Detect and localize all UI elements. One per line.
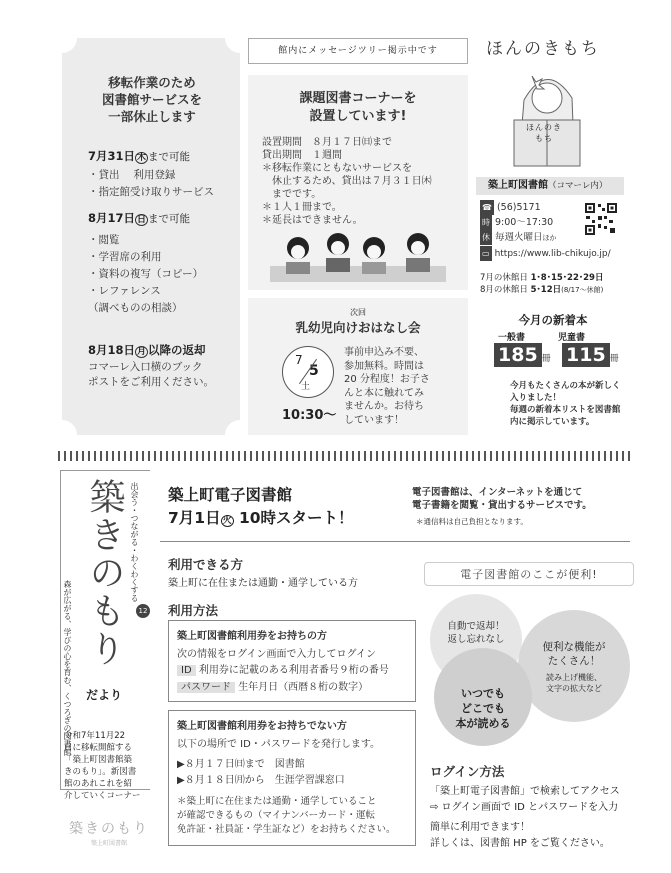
card-holder-heading: 築上町図書館利用券をお持ちの方: [177, 631, 327, 642]
ebook-intro-note: ＊通信料は自己負担となります。: [416, 517, 528, 526]
general-count-group: [494, 344, 551, 366]
notice-title: 移転作業のため 図書館サービスを 一部休止します: [101, 75, 202, 124]
qr-code-icon[interactable]: [584, 202, 618, 236]
notice-day-1: 木: [137, 153, 147, 163]
general-count: 185: [494, 343, 542, 367]
new-books-title: 今月の新着本: [518, 313, 588, 327]
notice-item: ・ 貸出 利用登録: [88, 167, 238, 184]
notice-item: ・ 資料の複写（コピー）: [88, 266, 238, 283]
message-tree-notice: 館内にメッセージツリー掲示中です: [248, 38, 468, 64]
library-sub: （コマーレ内）: [548, 181, 608, 191]
newsletter-catch-1: 出会う・つながる・わくわくする: [130, 482, 139, 602]
library-name: 築上町図書館: [488, 180, 548, 191]
ebook-title: [168, 484, 354, 533]
how-heading: 利用方法: [168, 603, 219, 618]
ebook-title-tail: 10時スタート！: [233, 509, 354, 527]
child-count-group: [562, 344, 619, 366]
story-label: 次回: [350, 308, 366, 317]
general-label: 一般書: [498, 333, 526, 343]
notice-date-2: 8月17日: [88, 211, 136, 225]
return-date: 8月18日: [88, 343, 136, 357]
can-use-heading: 利用できる方: [168, 557, 244, 572]
login-step-4: 詳しくは、図書館 HP をご覧ください。: [430, 838, 610, 849]
notice-day-2: 日: [137, 215, 147, 225]
holiday-aug: 5･12日: [530, 285, 562, 295]
assigned-books-body: 設置期間 ８月１７日㈰まで 貸出期間 １週間 ＊移転作業にともないサービスを 休止するため、貸出は７月３１日㈭ までです。 ＊１人１冊まで。 ＊延長はできません。: [262, 137, 432, 226]
notice-suffix-2: まで可能: [148, 213, 191, 225]
ebook-title-day: 火: [222, 516, 232, 526]
holiday-jul: 1･8･15･22･29日: [530, 273, 604, 283]
issue-number: 12: [136, 604, 150, 618]
story-date-badge: [282, 346, 334, 398]
general-unit: 冊: [541, 354, 551, 364]
child-label: 児童書: [558, 333, 586, 343]
login-steps: [430, 784, 620, 852]
benefit-heading: 電子図書館のここが便利!: [460, 568, 598, 581]
notice-item: ・ レファレンス （調べものの相談）: [88, 283, 238, 317]
section-divider: [58, 451, 630, 461]
login-step-3: 簡単に利用できます！: [430, 822, 530, 833]
newsletter-catch-2: 森が広がる、学びの心を育む、くつろぎの図書館: [63, 580, 72, 756]
newsletter-logo: 築きのもり: [69, 821, 149, 837]
newsletter-subtitle: だより: [86, 688, 123, 702]
new-books-text: 今月もたくさんの本が新しく 入りました！ 毎週の新着本リストを図書館 内に掲示しています。: [510, 381, 621, 427]
reading-kids-illustration: [268, 228, 448, 284]
benefit-1: 自動で返却！ 返し忘れなし: [447, 621, 505, 645]
notice-item: ・ 指定館受け取りサービス: [88, 184, 238, 201]
assigned-books-title: 課題図書コーナーを 設置しています!: [299, 91, 417, 124]
card-holder-box: [168, 620, 416, 702]
can-use-text: 築上町に在住または通勤・通学している方: [168, 578, 358, 589]
notice-item: ・ 学習席の利用: [88, 249, 238, 266]
library-url[interactable]: ▭ https://www.lib-chikujo.jp/: [480, 246, 611, 262]
return-day: 月: [137, 347, 147, 357]
notice-return: [88, 342, 240, 390]
password-text: 生年月日（西暦８桁の数字）: [238, 682, 369, 693]
newsletter-logo-sub: 築上町図書館: [90, 840, 127, 847]
login-step-1: 「築上町電子図書館」で検索してアクセス: [430, 786, 620, 797]
card-holder-text: 次の情報をログイン画面で入力してログイン: [177, 649, 376, 660]
ebook-rule: [160, 541, 630, 542]
library-name-bar: [476, 177, 624, 195]
notice-group-2: [88, 210, 238, 317]
ebook-title-line: 築上町電子図書館 7月1日 火 10時スタート！: [168, 486, 354, 527]
no-card-line-2: ▶８月１８日㈪から 生涯学習課窓口: [177, 775, 345, 786]
reading-girl-illustration: [502, 60, 592, 170]
no-card-line-1: ▶８月１７日㈰まで 図書館: [177, 759, 305, 770]
closed-icon: 休: [480, 230, 492, 245]
book-text: ほんのきもち: [526, 123, 562, 143]
holiday-aug-label: 8月の休館日: [480, 285, 528, 295]
child-unit: 冊: [609, 354, 619, 364]
holiday-jul-label: 7月の休館日: [480, 273, 528, 283]
brand-name: ほんのきもち: [486, 39, 600, 59]
login-step-2: ⇨ ログイン画面で ID とパスワードを入力: [430, 802, 619, 813]
id-text: 利用券に記載のある利用者番号９桁の番号: [198, 665, 389, 676]
story-text: 事前申込み不要、 参加無料。時間は 20 分程度！お子さ んと本に触れてみ ませんか。お待ち しています！: [344, 347, 430, 426]
login-heading: ログイン方法: [430, 764, 505, 779]
newsletter-desc: 令和7年11月22 日に移転開館する 「築上町図書館築 きのもり」。新図書 館のあれこれを紹 介していくコーナー: [64, 731, 141, 801]
story-month: 7: [295, 353, 303, 367]
newsletter-title: 築きのもり: [84, 478, 125, 668]
library-info: [480, 200, 590, 246]
ebook-intro: 電子図書館は、インターネットを通じて 電子書籍を閲覧・貸出するサービスです。: [412, 487, 592, 511]
holiday-info: [480, 272, 603, 296]
benefit-heading-frame: [424, 562, 634, 586]
no-card-text: 以下の場所で ID・パスワードを発行します。: [177, 739, 381, 750]
benefit-2-sub: 読み上げ機能、 文字の拡大など: [546, 673, 602, 693]
benefit-2: 便利な機能が たくさん！: [542, 641, 606, 667]
password-label: パスワード: [177, 682, 235, 693]
library-phone: (56)5171: [496, 202, 541, 213]
library-closed-note: ほか: [542, 234, 557, 242]
notice-item: ・ 閲覧: [88, 232, 238, 249]
notice-suffix-1: まで可能: [148, 151, 191, 163]
library-hours: 9:00～17:30: [495, 217, 554, 228]
child-count: 115: [562, 343, 610, 367]
clock-icon: 時: [480, 215, 492, 230]
notice-group-1: [88, 148, 238, 201]
holiday-aug-note: (8/17～休館): [561, 286, 604, 294]
story-title: 乳幼児向けおはなし会: [295, 320, 421, 335]
story-weekday: 土: [301, 382, 311, 392]
benefit-3: いつでも どこでも 本が読める: [455, 687, 511, 730]
return-text: コマーレ入口横のブック ポストをご利用ください。: [88, 361, 214, 388]
notice-date-1: 7月31日: [88, 149, 136, 163]
return-suffix: 以降の返却: [148, 343, 206, 357]
link-icon: ▭: [480, 246, 492, 261]
no-card-box: [168, 710, 416, 846]
story-time: 10:30～: [282, 408, 337, 423]
no-card-heading: 築上町図書館利用券をお持ちでない方: [177, 721, 347, 732]
no-card-note: ＊築上町に在住または通勤・通学していること が確認できるもの（マイナンバーカード・運転 免許証・社員証・学生証など）をお持ちください。: [177, 796, 396, 835]
library-closed: 毎週火曜日: [495, 232, 543, 243]
phone-icon: ☎: [480, 200, 494, 215]
story-day: 5: [309, 363, 319, 379]
id-label: ID: [177, 665, 196, 676]
